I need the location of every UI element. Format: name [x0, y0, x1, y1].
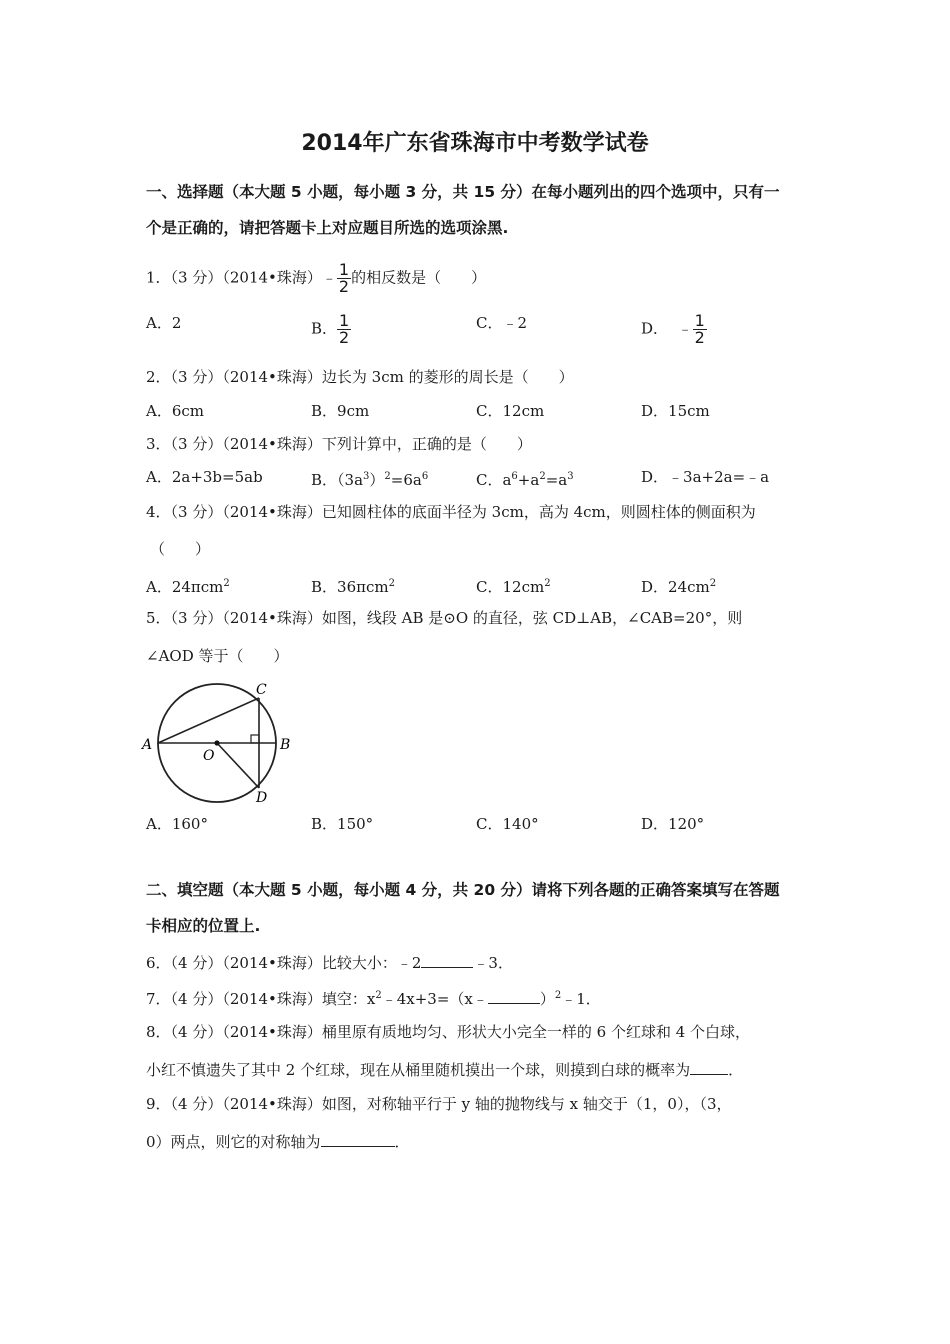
- q3-c-label: C．a: [476, 471, 512, 489]
- question-2: 2．（3 分）（2014•珠海）边长为 3cm 的菱形的周长是（ ）: [146, 368, 574, 386]
- q1-frac-den: 2: [338, 277, 350, 296]
- question-4-line1: 4．（3 分）（2014•珠海）已知圆柱体的底面半径为 3cm，高为 4cm，则圆柱体的侧面积为: [146, 503, 756, 521]
- segment-od: [217, 743, 259, 788]
- q4-a-sup: 2: [223, 578, 230, 589]
- q4-b-sup: 2: [388, 578, 395, 589]
- question-6: [146, 952, 513, 973]
- label-b: B: [280, 737, 291, 753]
- q5-option-d: D．120°: [641, 815, 705, 833]
- q3-c-mid: +a: [517, 471, 540, 489]
- q3-b-mid: ）: [369, 471, 385, 489]
- q4-option-a: [146, 574, 230, 597]
- q1-option-d-num: 1: [694, 311, 705, 330]
- section-two-heading: [146, 872, 806, 944]
- right-angle-mark: [251, 735, 259, 743]
- q1-prefix: 1．（3 分）（2014•珠海）: [146, 268, 322, 287]
- q5-option-b: B．150°: [311, 815, 374, 833]
- q9-blank: [321, 1131, 395, 1147]
- q8-line2-end: ．: [728, 1061, 744, 1079]
- q5-option-a: A．160°: [146, 815, 208, 833]
- q4-c-sup: 2: [544, 578, 551, 589]
- q4-option-c: [476, 574, 551, 597]
- question-8-line1: 8．（4 分）（2014•珠海）桶里原有质地均匀、形状大小完全一样的 6 个红球和 4 个白球，: [146, 1023, 751, 1041]
- q1-option-d-label: D．: [641, 319, 669, 338]
- q6-blank: [421, 952, 473, 968]
- question-7: [146, 986, 601, 1009]
- q7-blank: [488, 988, 540, 1004]
- section-two-heading-line2: 卡相应的位置上.: [146, 917, 261, 935]
- question-4-line2: （ ）: [150, 540, 211, 558]
- q2-option-d: D．15cm: [641, 402, 710, 420]
- q1-option-b-fraction: [337, 313, 351, 346]
- circle-diagram: [140, 676, 300, 806]
- q4-b-text: B．36πcm: [311, 578, 389, 596]
- q1-option-a: A．2: [146, 314, 182, 332]
- q9-line2-end: ．: [394, 1133, 410, 1151]
- q1-option-b-num: 1: [339, 311, 350, 330]
- q8-line2-text: 小红不慎遗失了其中 2 个红球，现在从桶里随机摸出一个球，则摸到白球的概率为: [146, 1061, 691, 1079]
- q3-b-exp1: 3: [363, 471, 370, 482]
- q2-option-c: C．12cm: [476, 402, 545, 420]
- q1-fraction: [337, 262, 351, 295]
- section-one-heading-line2: 个是正确的，请把答题卡上对应题目所选的选项涂黑.: [146, 219, 509, 237]
- question-8-line2: [146, 1059, 743, 1080]
- q4-option-d: [641, 574, 716, 597]
- q3-option-d: D．﹣3a+2a=﹣a: [641, 468, 770, 486]
- center-point: [214, 740, 219, 745]
- page-title: 2014年广东省珠海市中考数学试卷: [301, 131, 649, 156]
- question-1: [146, 262, 486, 295]
- label-c: C: [256, 682, 267, 698]
- q2-option-b: B．9cm: [311, 402, 370, 420]
- q1-option-d-neg: ﹣: [677, 319, 693, 338]
- q7-prefix: 7．（4 分）（2014•珠海）填空：x: [146, 990, 376, 1008]
- q3-b-exp2: 2: [384, 471, 391, 482]
- q7-exp2: 2: [554, 990, 562, 1001]
- q1-option-d-den: 2: [694, 328, 705, 347]
- q4-d-text: D．24cm: [641, 578, 710, 596]
- q1-option-c: C．﹣2: [476, 314, 528, 332]
- section-one-heading-line1: 一、选择题（本大题 5 小题，每小题 3 分，共 15 分）在每小题列出的四个选项中，只有一: [146, 183, 780, 201]
- q1-option-b-den: 2: [339, 328, 350, 347]
- question-9-line1: 9．（4 分）（2014•珠海）如图，对称轴平行于 y 轴的抛物线与 x 轴交于（1，0），（3，: [146, 1095, 732, 1113]
- q7-exp1: 2: [375, 990, 382, 1001]
- q1-neg: ﹣: [321, 268, 337, 287]
- q1-option-d: [641, 313, 707, 346]
- q1-frac-num: 1: [338, 260, 350, 279]
- q3-c-exp1: 6: [511, 471, 518, 482]
- q1-option-b: [311, 313, 351, 346]
- q2-option-a: A．6cm: [146, 402, 205, 420]
- q9-line2-text: 0）两点，则它的对称轴为: [146, 1133, 321, 1151]
- q7-suffix: ﹣1．: [561, 990, 601, 1008]
- q8-blank: [690, 1059, 728, 1075]
- label-o: O: [203, 748, 215, 764]
- q1-suffix: 的相反数是（ ）: [351, 268, 487, 287]
- label-d: D: [256, 790, 268, 806]
- question-3: 3．（3 分）（2014•珠海）下列计算中，正确的是（ ）: [146, 435, 532, 453]
- q3-option-c: [476, 467, 574, 490]
- q3-c-exp2: 2: [539, 471, 546, 482]
- question-9-line2: [146, 1131, 410, 1152]
- section-two-heading-line1: 二、填空题（本大题 5 小题，每小题 4 分，共 20 分）请将下列各题的正确答案填写在答题: [146, 881, 780, 899]
- q4-d-sup: 2: [709, 578, 717, 589]
- q3-b-rest: =6a: [390, 471, 422, 489]
- q3-option-b: [311, 467, 428, 490]
- q3-b-exp3: 6: [421, 471, 429, 482]
- section-one-heading: [146, 174, 806, 246]
- q4-a-text: A．24πcm: [146, 578, 224, 596]
- q3-c-mid2: =a: [545, 471, 568, 489]
- label-a: A: [142, 737, 153, 753]
- q6-suffix: ﹣3．: [473, 954, 513, 972]
- q6-prefix: 6．（4 分）（2014•珠海）比较大小：﹣2: [146, 954, 422, 972]
- q4-c-text: C．12cm: [476, 578, 545, 596]
- question-5-line1: 5．（3 分）（2014•珠海）如图，线段 AB 是⊙O 的直径，弦 CD⊥AB，∠CAB=20°，则: [146, 609, 743, 627]
- q5-option-c: C．140°: [476, 815, 539, 833]
- q3-c-exp3: 3: [567, 471, 574, 482]
- q3-b-label: B．（3a: [311, 471, 364, 489]
- q3-option-a: A．2a+3b=5ab: [146, 468, 263, 486]
- question-5-line2: ∠AOD 等于（ ）: [146, 647, 289, 665]
- q4-option-b: [311, 574, 395, 597]
- q1-option-d-fraction: [693, 313, 707, 346]
- q1-option-b-label: B．: [311, 319, 338, 338]
- q7-mid: ﹣4x+3=（x﹣: [381, 990, 488, 1008]
- q7-after: ）: [539, 990, 555, 1008]
